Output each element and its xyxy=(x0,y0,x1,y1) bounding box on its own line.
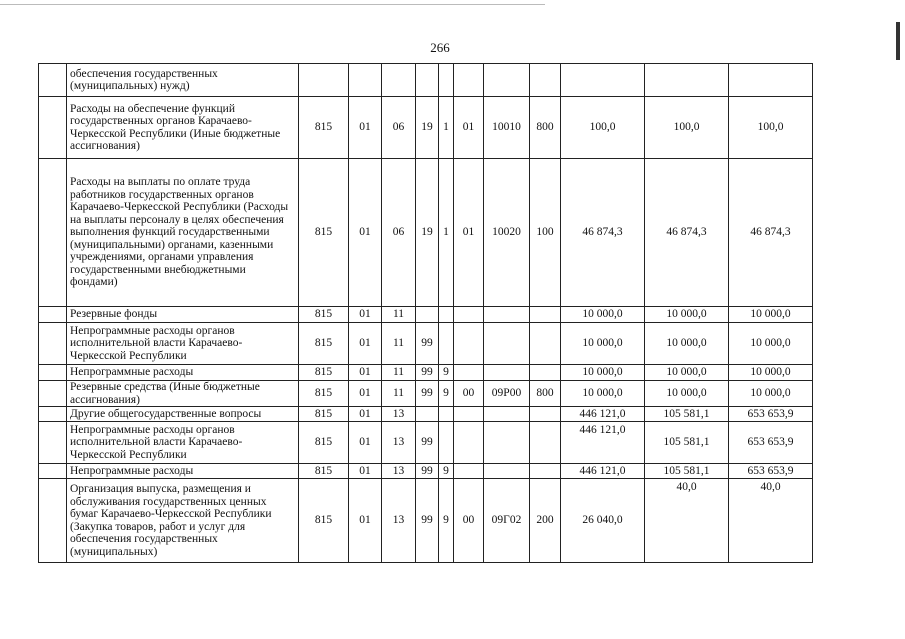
subprogram-cell xyxy=(439,422,454,464)
expense-name-cell: Расходы на выплаты по оплате труда работников государственных органов Карачаево-Черкесской Республики (Расходы на выплаты персоналу в целях обеспечения выполнения функций государственными (муниципальными) органами, казенными учреждениями, органами управления государственными внебюджетными фондами) xyxy=(67,159,299,307)
expense-name-cell: Резервные фонды xyxy=(67,307,299,323)
year2-amount-cell: 10 000,0 xyxy=(645,381,729,407)
year1-amount-cell: 10 000,0 xyxy=(561,381,645,407)
expense-name-cell: Непрограммные расходы органов исполнительной власти Карачаево-Черкесской Республики xyxy=(67,422,299,464)
expense-name-cell: Организация выпуска, размещения и обслуживания государственных ценных бумаг Карачаево-Черкесской Республики (Закупка товаров, работ и услуг для обеспечения государственных (муниципальных) xyxy=(67,479,299,563)
subprogram-cell: 1 xyxy=(439,159,454,307)
grbs-cell: 815 xyxy=(299,307,349,323)
program-cell: 99 xyxy=(416,323,439,365)
section-cell: 01 xyxy=(349,479,382,563)
event-cell: 01 xyxy=(454,97,484,159)
section-cell: 01 xyxy=(349,422,382,464)
table-row xyxy=(39,407,813,422)
subsection-cell: 06 xyxy=(382,159,416,307)
expense-type-cell xyxy=(530,464,561,479)
subprogram-cell: 9 xyxy=(439,381,454,407)
subsection-cell: 13 xyxy=(382,479,416,563)
direction-cell xyxy=(484,407,530,422)
section-cell: 01 xyxy=(349,381,382,407)
year2-amount-cell: 40,0 xyxy=(645,479,729,563)
section-cell: 01 xyxy=(349,407,382,422)
year1-amount-cell: 10 000,0 xyxy=(561,307,645,323)
subsection-cell: 11 xyxy=(382,381,416,407)
event-cell xyxy=(454,464,484,479)
grbs-cell: 815 xyxy=(299,422,349,464)
expense-type-cell xyxy=(530,64,561,97)
subsection-cell: 13 xyxy=(382,407,416,422)
year3-amount-cell: 10 000,0 xyxy=(729,381,813,407)
row-index-cell xyxy=(39,97,67,159)
row-index-cell xyxy=(39,464,67,479)
year2-amount-cell: 10 000,0 xyxy=(645,323,729,365)
grbs-cell: 815 xyxy=(299,159,349,307)
year3-amount-cell xyxy=(729,64,813,97)
row-index-cell xyxy=(39,323,67,365)
year3-amount-cell: 653 653,9 xyxy=(729,407,813,422)
year1-amount-cell: 26 040,0 xyxy=(561,479,645,563)
year2-amount-cell: 100,0 xyxy=(645,97,729,159)
program-cell: 99 xyxy=(416,422,439,464)
section-cell: 01 xyxy=(349,323,382,365)
direction-cell xyxy=(484,464,530,479)
row-index-cell xyxy=(39,407,67,422)
table-row xyxy=(39,323,813,365)
table-row xyxy=(39,64,813,97)
direction-cell xyxy=(484,307,530,323)
subsection-cell: 13 xyxy=(382,422,416,464)
year1-amount-cell: 10 000,0 xyxy=(561,323,645,365)
direction-cell: 09Г02 xyxy=(484,479,530,563)
subprogram-cell xyxy=(439,64,454,97)
subprogram-cell: 9 xyxy=(439,365,454,381)
row-index-cell xyxy=(39,365,67,381)
year3-amount-cell: 100,0 xyxy=(729,97,813,159)
expense-type-cell: 100 xyxy=(530,159,561,307)
program-cell xyxy=(416,64,439,97)
row-index-cell xyxy=(39,159,67,307)
row-index-cell xyxy=(39,381,67,407)
grbs-cell: 815 xyxy=(299,407,349,422)
year1-amount-cell xyxy=(561,64,645,97)
section-cell: 01 xyxy=(349,97,382,159)
year3-amount-cell: 653 653,9 xyxy=(729,422,813,464)
page-number: 266 xyxy=(430,40,450,55)
table-row xyxy=(39,422,813,464)
expense-type-cell xyxy=(530,422,561,464)
event-cell xyxy=(454,407,484,422)
year2-amount-cell xyxy=(645,64,729,97)
year2-amount-cell: 10 000,0 xyxy=(645,307,729,323)
expense-name-cell: обеспечения государственных (муниципальных) нужд) xyxy=(67,64,299,97)
direction-cell: 10020 xyxy=(484,159,530,307)
scan-edge-mark xyxy=(896,22,900,60)
table-row xyxy=(39,307,813,323)
program-cell: 99 xyxy=(416,479,439,563)
section-cell: 01 xyxy=(349,365,382,381)
grbs-cell: 815 xyxy=(299,365,349,381)
section-cell: 01 xyxy=(349,464,382,479)
subsection-cell: 06 xyxy=(382,97,416,159)
year2-amount-cell: 46 874,3 xyxy=(645,159,729,307)
year3-amount-cell: 10 000,0 xyxy=(729,307,813,323)
program-cell: 99 xyxy=(416,365,439,381)
subprogram-cell: 9 xyxy=(439,479,454,563)
subprogram-cell xyxy=(439,307,454,323)
year3-amount-cell: 10 000,0 xyxy=(729,365,813,381)
year1-amount-cell: 446 121,0 xyxy=(561,407,645,422)
expense-name-cell: Непрограммные расходы xyxy=(67,365,299,381)
event-cell xyxy=(454,365,484,381)
expense-name-cell: Непрограммные расходы органов исполнительной власти Карачаево-Черкесской Республики xyxy=(67,323,299,365)
row-index-cell xyxy=(39,479,67,563)
table-row xyxy=(39,381,813,407)
budget-table xyxy=(38,63,813,563)
direction-cell xyxy=(484,323,530,365)
year3-amount-cell: 46 874,3 xyxy=(729,159,813,307)
row-index-cell xyxy=(39,307,67,323)
table-row xyxy=(39,97,813,159)
subprogram-cell xyxy=(439,323,454,365)
event-cell xyxy=(454,422,484,464)
program-cell xyxy=(416,407,439,422)
program-cell: 19 xyxy=(416,159,439,307)
year1-amount-cell: 10 000,0 xyxy=(561,365,645,381)
event-cell: 00 xyxy=(454,381,484,407)
year1-amount-cell: 100,0 xyxy=(561,97,645,159)
year3-amount-cell: 653 653,9 xyxy=(729,464,813,479)
year2-amount-cell: 105 581,1 xyxy=(645,422,729,464)
direction-cell: 10010 xyxy=(484,97,530,159)
grbs-cell: 815 xyxy=(299,323,349,365)
expense-type-cell xyxy=(530,323,561,365)
expense-type-cell: 200 xyxy=(530,479,561,563)
year2-amount-cell: 10 000,0 xyxy=(645,365,729,381)
direction-cell: 09Р00 xyxy=(484,381,530,407)
event-cell: 00 xyxy=(454,479,484,563)
subsection-cell: 11 xyxy=(382,307,416,323)
expense-type-cell xyxy=(530,407,561,422)
row-index-cell xyxy=(39,422,67,464)
subprogram-cell: 9 xyxy=(439,464,454,479)
subsection-cell xyxy=(382,64,416,97)
grbs-cell: 815 xyxy=(299,479,349,563)
subprogram-cell xyxy=(439,407,454,422)
program-cell: 19 xyxy=(416,97,439,159)
subsection-cell: 11 xyxy=(382,365,416,381)
grbs-cell: 815 xyxy=(299,97,349,159)
expense-name-cell: Другие общегосударственные вопросы xyxy=(67,407,299,422)
section-cell xyxy=(349,64,382,97)
subsection-cell: 13 xyxy=(382,464,416,479)
subprogram-cell: 1 xyxy=(439,97,454,159)
expense-name-cell: Непрограммные расходы xyxy=(67,464,299,479)
expense-name-cell: Резервные средства (Иные бюджетные ассигнования) xyxy=(67,381,299,407)
year1-amount-cell: 446 121,0 xyxy=(561,422,645,464)
year1-amount-cell: 446 121,0 xyxy=(561,464,645,479)
expense-type-cell: 800 xyxy=(530,381,561,407)
table-row xyxy=(39,464,813,479)
event-cell xyxy=(454,323,484,365)
grbs-cell: 815 xyxy=(299,381,349,407)
row-index-cell xyxy=(39,64,67,97)
grbs-cell: 815 xyxy=(299,464,349,479)
scan-top-line xyxy=(0,4,545,5)
section-cell: 01 xyxy=(349,159,382,307)
event-cell xyxy=(454,307,484,323)
section-cell: 01 xyxy=(349,307,382,323)
table-row xyxy=(39,159,813,307)
program-cell: 99 xyxy=(416,464,439,479)
year2-amount-cell: 105 581,1 xyxy=(645,407,729,422)
grbs-cell xyxy=(299,64,349,97)
expense-type-cell: 800 xyxy=(530,97,561,159)
table-row xyxy=(39,479,813,563)
expense-type-cell xyxy=(530,307,561,323)
program-cell xyxy=(416,307,439,323)
expense-type-cell xyxy=(530,365,561,381)
subsection-cell: 11 xyxy=(382,323,416,365)
year2-amount-cell: 105 581,1 xyxy=(645,464,729,479)
direction-cell xyxy=(484,64,530,97)
table-row xyxy=(39,365,813,381)
year3-amount-cell: 40,0 xyxy=(729,479,813,563)
year1-amount-cell: 46 874,3 xyxy=(561,159,645,307)
event-cell: 01 xyxy=(454,159,484,307)
program-cell: 99 xyxy=(416,381,439,407)
expense-name-cell: Расходы на обеспечение функций государственных органов Карачаево-Черкесской Республики (Иные бюджетные ассигнования) xyxy=(67,97,299,159)
event-cell xyxy=(454,64,484,97)
direction-cell xyxy=(484,365,530,381)
direction-cell xyxy=(484,422,530,464)
year3-amount-cell: 10 000,0 xyxy=(729,323,813,365)
